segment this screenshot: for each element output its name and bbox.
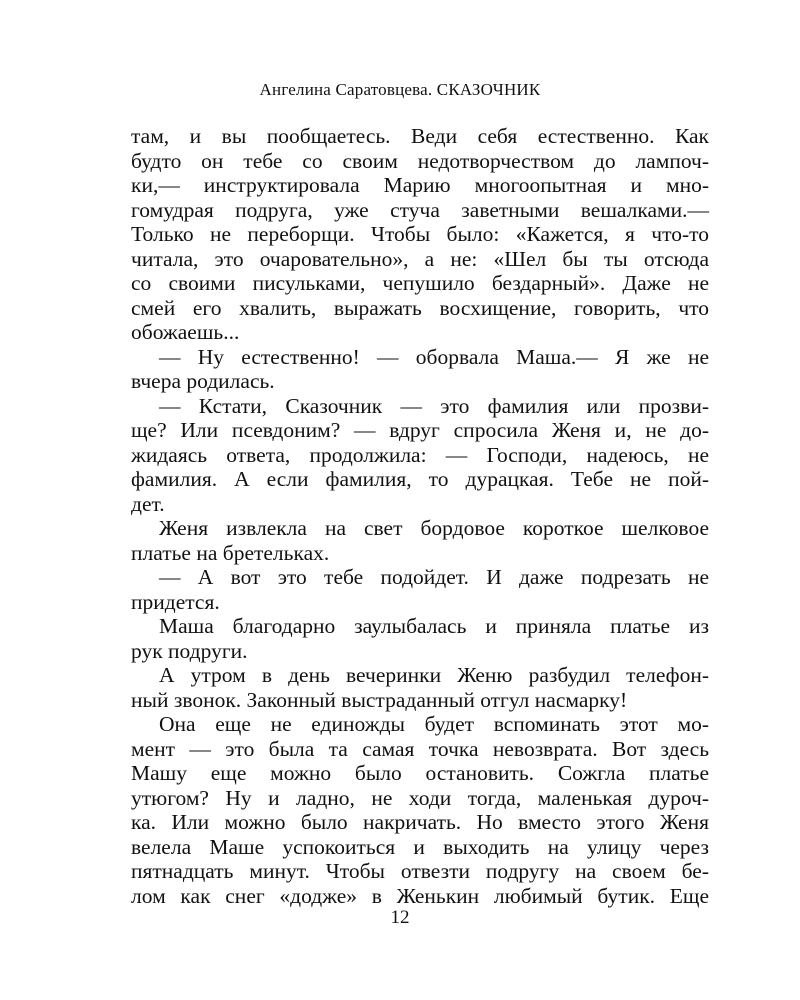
- text-line: жидаясь ответа, продолжила: — Господи, надеюсь, не: [131, 442, 709, 467]
- page-number: 12: [390, 907, 410, 928]
- text-line: — Ну естественно! — оборвала Маша.— Я же не: [159, 344, 709, 369]
- text-line: Машу еще можно было остановить. Сожгла платье: [131, 761, 709, 785]
- text-line: ки,— инструктировала Марию многоопытная и мно-: [131, 173, 709, 197]
- text-line: Женя извлекла на свет бордовое короткое шелковое: [159, 516, 709, 540]
- text-line: ка. Или можно было накричать. Но вместо этого Женя: [131, 810, 709, 834]
- text-line: вчера родилась.: [131, 369, 275, 393]
- text-line: фамилия. А если фамилия, то дурацкая. Тебе не пой-: [131, 467, 709, 491]
- text-line: читала, это очаровательно», а не: «Шел бы ты отсюда: [131, 246, 709, 271]
- text-line: платье на бретельках.: [131, 540, 330, 565]
- text-line: рук подруги.: [131, 638, 248, 663]
- text-line: лом как снег «додже» в Женькин любимый бутик. Еще: [131, 883, 709, 908]
- text-line: мент — это была та самая точка невозврата. Вот здесь: [131, 736, 709, 761]
- running-header: Ангелина Саратовцева. СКАЗОЧНИК: [259, 80, 541, 99]
- text-line: там, и вы пообщаетесь. Веди себя естественно. Как: [131, 124, 709, 148]
- text-line: ный звонок. Законный выстраданный отгул насмарку!: [131, 687, 628, 712]
- text-line: Маша благодарно заулыбалась и приняла платье из: [159, 614, 709, 638]
- text-line: придется.: [131, 589, 220, 614]
- text-line: Только не переборщи. Чтобы было: «Кажется, я что-то: [131, 222, 709, 246]
- text-line: Она еще не единожды будет вспоминать этот мо-: [159, 712, 709, 736]
- text-line: — А вот это тебе подойдет. И даже подрезать не: [159, 565, 709, 589]
- body-text: [131, 124, 709, 908]
- text-line: велела Маше успокоиться и выходить на улицу через: [131, 834, 709, 859]
- text-line: смей его хвалить, выражать восхищение, говорить, что: [131, 295, 709, 320]
- text-line: — Кстати, Сказочник — это фамилия или прозви-: [159, 393, 709, 418]
- text-line: утюгом? Ну и ладно, не ходи тогда, маленькая дуроч-: [131, 785, 709, 810]
- text-line: дет.: [131, 491, 165, 516]
- text-line: со своими писульками, чепушило бездарный». Даже не: [131, 271, 709, 295]
- text-line: ще? Или псевдоним? — вдруг спросила Женя и, не до-: [131, 418, 709, 442]
- text-line: А утром в день вечеринки Женю разбудил телефон-: [159, 663, 709, 687]
- text-line: гомудрая подруга, уже стуча заветными вешалками.—: [131, 197, 709, 222]
- text-line: обожаешь...: [131, 320, 240, 344]
- text-line: будто он тебе со своим недотворчеством до лампоч-: [131, 148, 709, 173]
- text-line: пятнадцать минут. Чтобы отвезти подругу на своем бе-: [131, 859, 709, 883]
